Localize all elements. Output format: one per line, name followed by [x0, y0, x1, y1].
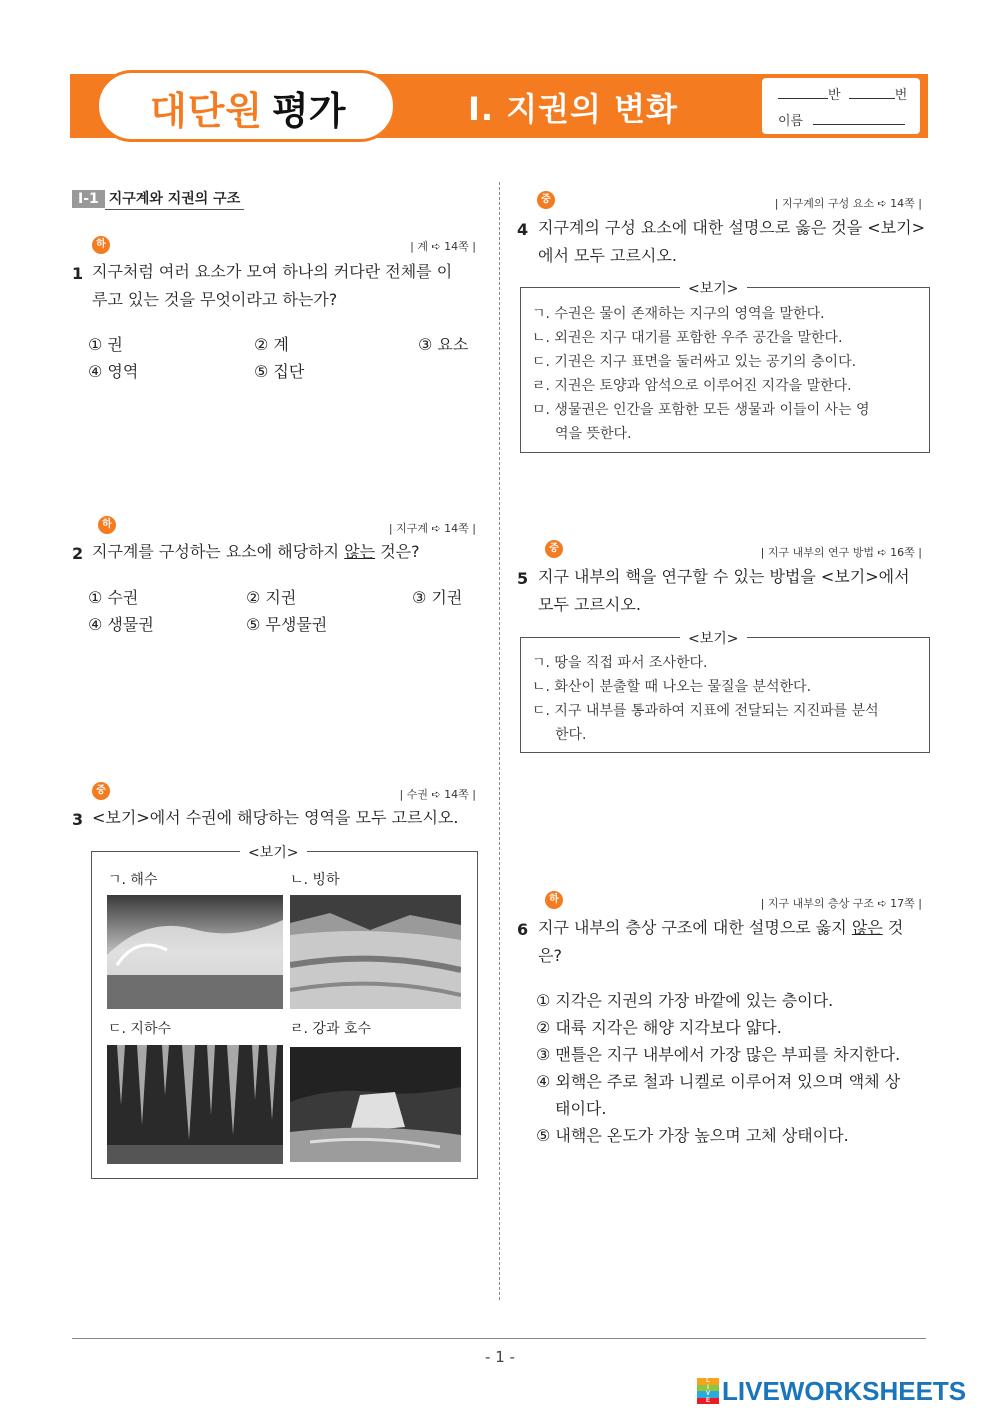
- difficulty-badge: 하: [545, 891, 563, 909]
- page-reference: | 수권 ➪ 14쪽 |: [399, 788, 476, 801]
- bogi-item: ㄴ. 화산이 분출할 때 나오는 물질을 분석한다.: [532, 679, 812, 695]
- bogi-item: ㄹ. 지권은 토양과 암석으로 이루어진 지각을 말한다.: [532, 378, 852, 394]
- header-title-sub: 평가: [272, 89, 346, 133]
- question-text: 지구 내부의 층상 구조에 대한 설명으로 옳지 않은 것 은?: [538, 918, 904, 965]
- bogi-item: ㄱ. 땅을 직접 파서 조사한다.: [532, 655, 708, 671]
- bogi-item: ㄷ. 지구 내부를 통과하여 지표에 전달되는 지진파를 분석: [532, 703, 879, 719]
- bogi-item-label: ㄱ. 해수: [108, 872, 158, 888]
- bogi-item-label: ㄷ. 지하수: [108, 1021, 171, 1037]
- header-title-main: 대단원: [150, 89, 264, 133]
- difficulty-badge: 중: [92, 782, 110, 800]
- river-photo: [290, 1047, 461, 1162]
- section-tag: [72, 187, 244, 210]
- option[interactable]: ④ 외핵은 주로 철과 니켈로 이루어져 있으며 액체 상: [536, 1072, 901, 1091]
- groundwater-photo: [107, 1045, 283, 1164]
- seawater-photo: [107, 895, 283, 1009]
- option[interactable]: ① 권: [88, 335, 123, 354]
- column-divider: [499, 182, 500, 1300]
- bogi-item: ㄷ. 기권은 지구 표면을 둘러싸고 있는 공기의 층이다.: [532, 354, 857, 370]
- glacier-photo: [290, 895, 461, 1009]
- option[interactable]: ⑤ 내핵은 온도가 가장 높으며 고체 상태이다.: [536, 1126, 849, 1145]
- option[interactable]: ① 수권: [88, 588, 139, 607]
- bogi-item: 한다.: [555, 727, 587, 743]
- option[interactable]: ④ 영역: [88, 362, 139, 381]
- footer-rule: [72, 1338, 926, 1339]
- page-number: - 1 -: [485, 1348, 515, 1366]
- class-number-field[interactable]: 반 번: [778, 84, 907, 103]
- question-number: 3: [72, 810, 84, 829]
- bogi-item: ㄴ. 외권은 지구 대기를 포함한 우주 공간을 말한다.: [532, 330, 843, 346]
- section-number: Ⅰ-1: [72, 190, 105, 208]
- question-text: <보기>에서 수권에 해당하는 영역을 모두 고르시오.: [92, 808, 459, 827]
- bogi-item: ㄱ. 수권은 물이 존재하는 지구의 영역을 말한다.: [532, 306, 825, 322]
- option[interactable]: ② 지권: [246, 588, 297, 607]
- question-text: 지구계를 구성하는 요소에 해당하지 않는 것은?: [92, 542, 420, 561]
- question-text: 지구처럼 여러 요소가 모여 하나의 커다란 전체를 이 루고 있는 것을 무엇이라고 하는가?: [92, 262, 453, 309]
- bogi-title: <보기>: [680, 628, 747, 648]
- page-reference: | 계 ➪ 14쪽 |: [410, 240, 476, 253]
- question-number: 1: [72, 264, 84, 283]
- name-field[interactable]: 이름: [778, 110, 905, 129]
- option[interactable]: ① 지각은 지권의 가장 바깥에 있는 층이다.: [536, 991, 834, 1010]
- bogi-item-label: ㄹ. 강과 호수: [290, 1021, 371, 1037]
- difficulty-badge: 중: [537, 191, 555, 209]
- question-number: 6: [517, 920, 529, 939]
- difficulty-badge: 하: [92, 236, 110, 254]
- bogi-item-label: ㄴ. 빙하: [290, 872, 340, 888]
- option-continued: 태이다.: [555, 1099, 607, 1118]
- option[interactable]: ⑤ 집단: [254, 362, 305, 381]
- question-text: 지구계의 구성 요소에 대한 설명으로 옳은 것을 <보기> 에서 모두 고르시오.: [538, 218, 925, 265]
- page-reference: | 지구 내부의 층상 구조 ➪ 17쪽 |: [760, 897, 922, 910]
- option[interactable]: ② 계: [254, 335, 289, 354]
- option[interactable]: ③ 맨틀은 지구 내부에서 가장 많은 부피를 차지한다.: [536, 1045, 901, 1064]
- question-text: 지구 내부의 핵을 연구할 수 있는 방법을 <보기>에서 모두 고르시오.: [538, 567, 910, 614]
- option[interactable]: ③ 요소: [418, 335, 469, 354]
- difficulty-badge: 중: [545, 540, 563, 558]
- page-reference: | 지구계 ➪ 14쪽 |: [388, 522, 476, 535]
- bogi-item: ㅁ. 생물권은 인간을 포함한 모든 생물과 이들이 사는 영: [532, 402, 870, 418]
- question-number: 2: [72, 544, 84, 563]
- liveworksheets-logo[interactable]: LIVEWORKSHEETS: [722, 1376, 967, 1406]
- section-label: 지구계와 지권의 구조: [105, 187, 244, 210]
- option[interactable]: ② 대륙 지각은 해양 지각보다 얇다.: [536, 1018, 782, 1037]
- page-reference: | 지구 내부의 연구 방법 ➪ 16쪽 |: [760, 546, 922, 559]
- question-number: 5: [517, 569, 529, 588]
- option[interactable]: ④ 생물권: [88, 615, 154, 634]
- bogi-title: <보기>: [680, 278, 747, 298]
- difficulty-badge: 하: [98, 516, 116, 534]
- student-info-box: [762, 78, 920, 134]
- page-reference: | 지구계의 구성 요소 ➪ 14쪽 |: [774, 197, 922, 210]
- unit-title: Ⅰ. 지권의 변화: [468, 90, 678, 128]
- option[interactable]: ⑤ 무생물권: [246, 615, 328, 634]
- logo-mark-icon: L I V E: [697, 1378, 719, 1404]
- option[interactable]: ③ 기권: [412, 588, 463, 607]
- question-number: 4: [517, 220, 529, 239]
- bogi-item: 역을 뜻한다.: [555, 426, 632, 442]
- bogi-title: <보기>: [240, 842, 307, 862]
